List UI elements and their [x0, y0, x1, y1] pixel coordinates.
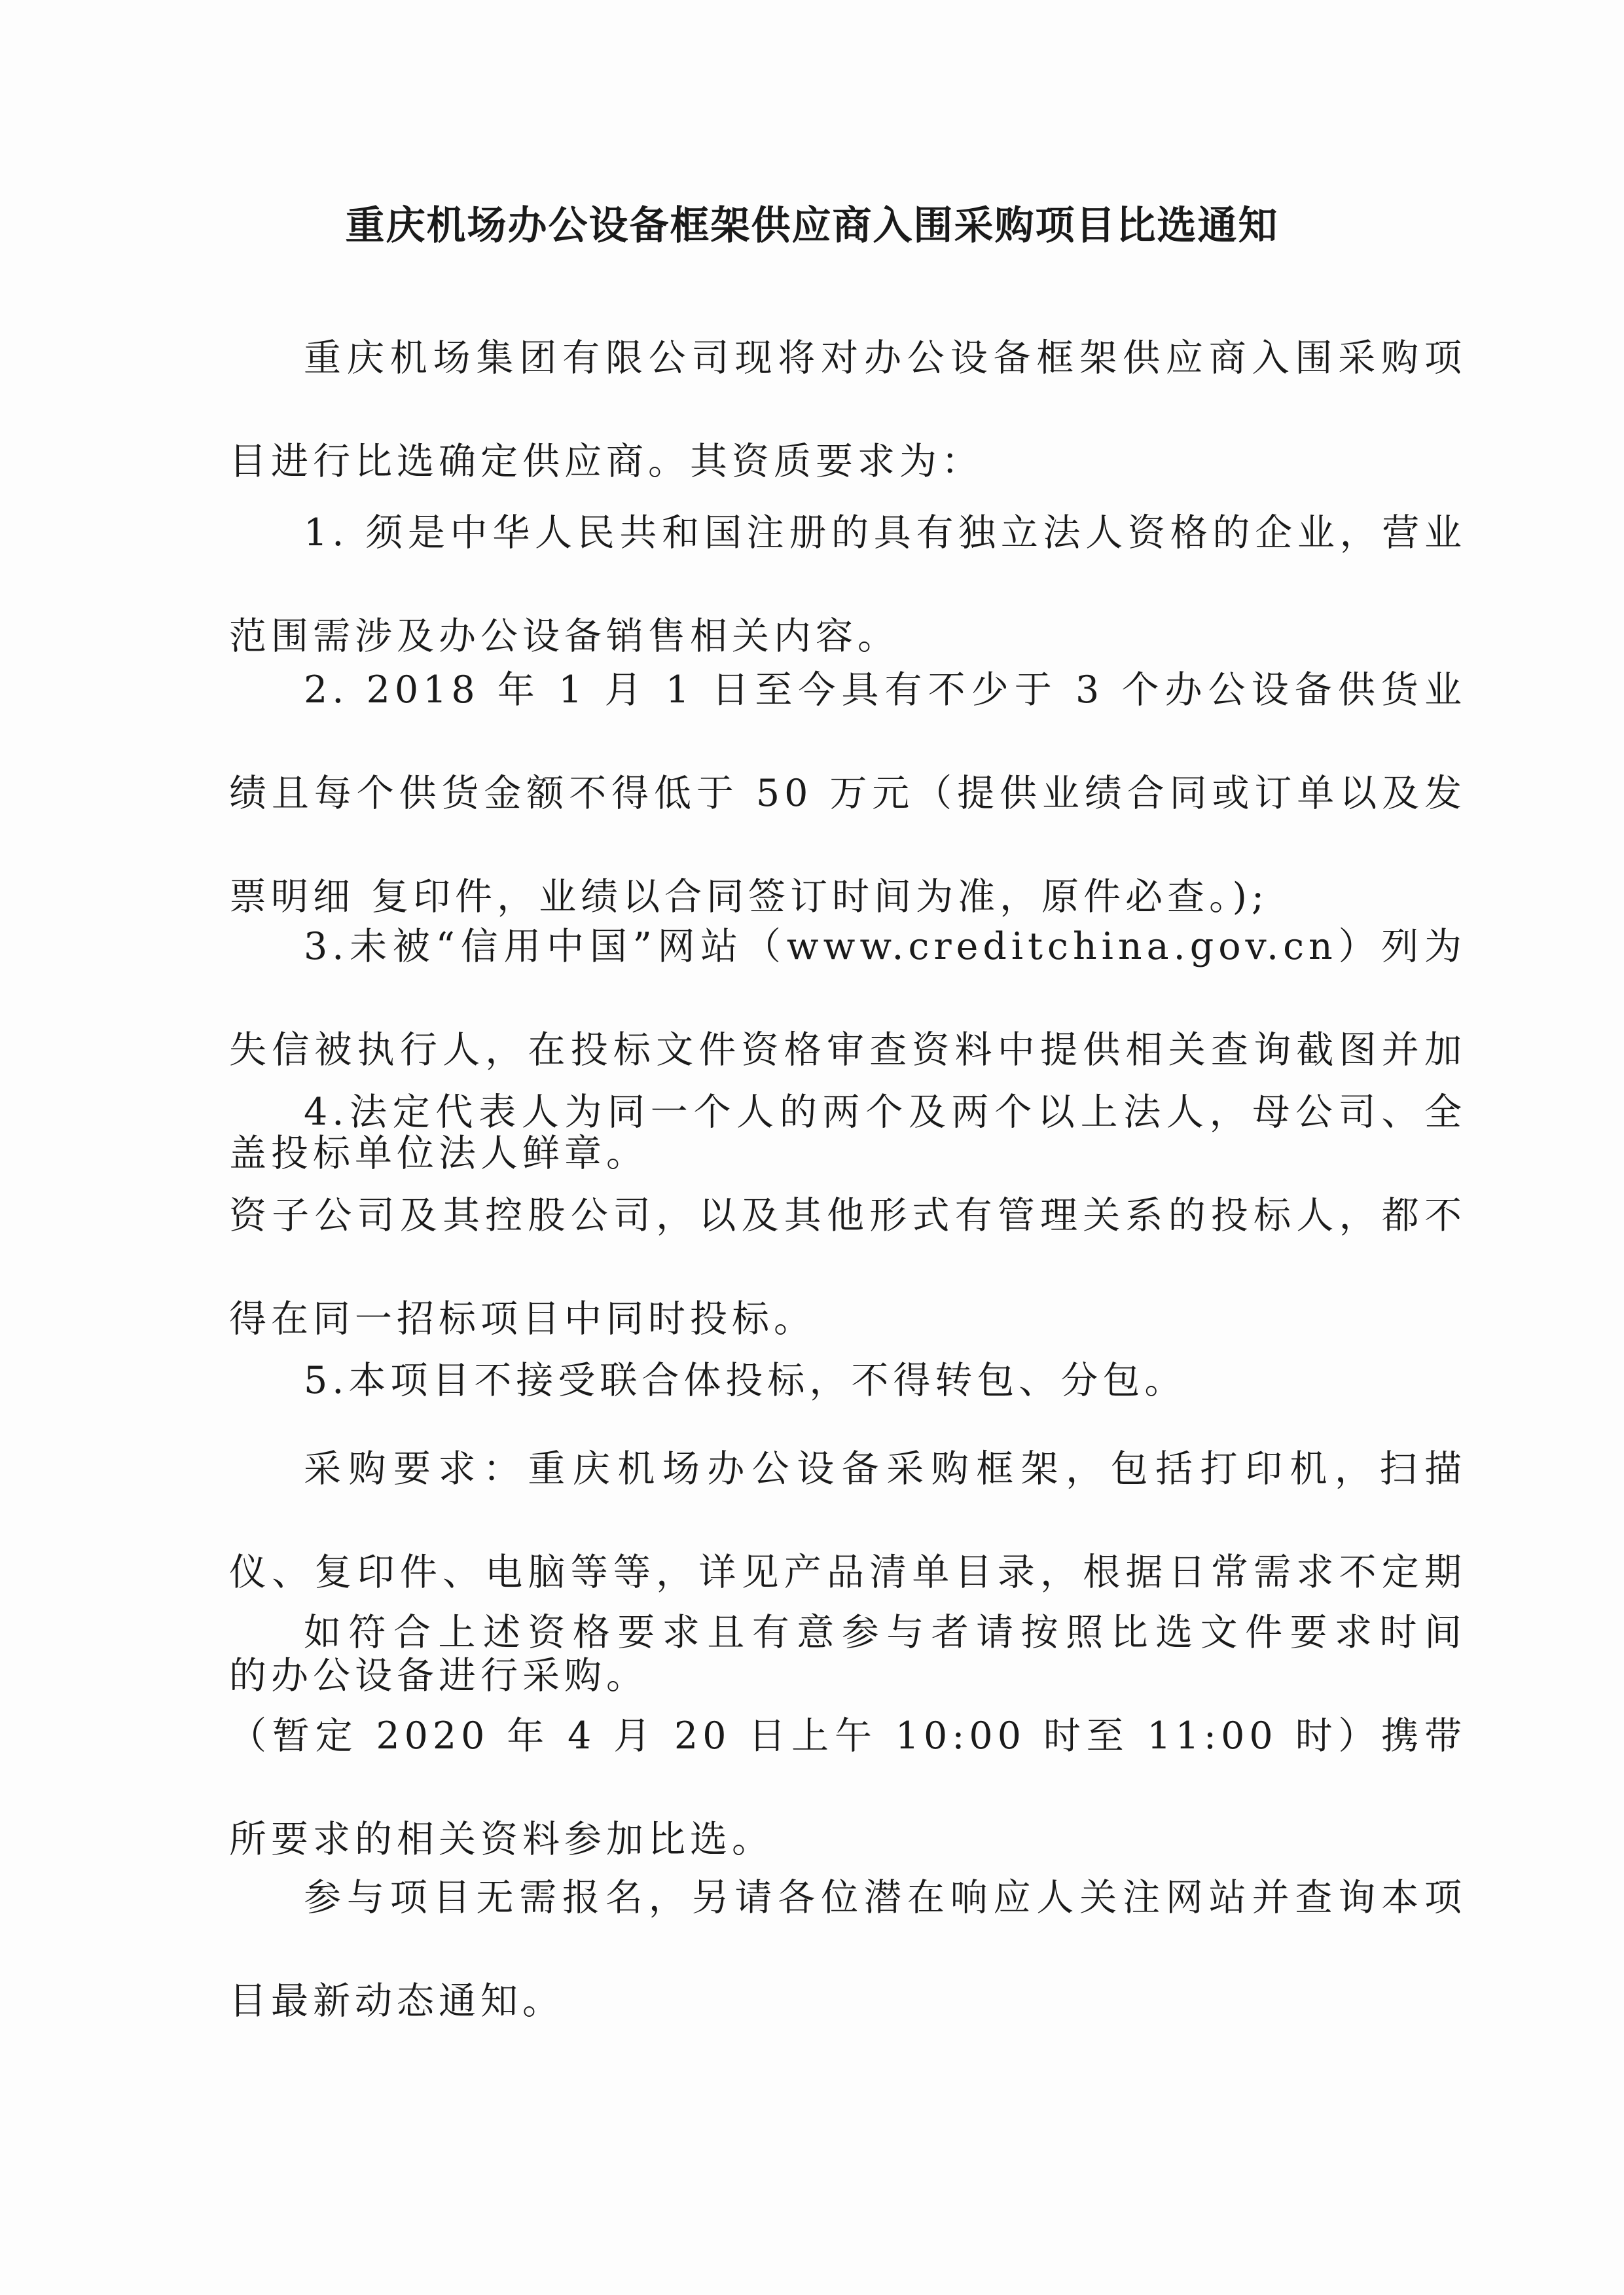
- intro-paragraph: 重庆机场集团有限公司现将对办公设备框架供应商入围采购项目进行比选确定供应商。其资质要求为：: [229, 336, 1466, 483]
- purchase-requirement-paragraph: 采购要求：重庆机场办公设备采购框架，包括打印机，扫描仪、复印件、电脑等等，详见产品清单目录，根据日常需求不定期的办公设备进行采购。: [229, 1447, 1466, 1697]
- requirement-2: 2. 2018 年 1 月 1 日至今具有不少于 3 个办公设备供货业绩且每个供货金额不得低于 50 万元（提供业绩合同或订单以及发票明细 复印件，业绩以合同签订时间为准，原件必查。);: [229, 668, 1466, 918]
- participation-paragraph: 如符合上述资格要求且有意参与者请按照比选文件要求时间（暂定 2020 年 4 月 20 日上午 10:00 时至 11:00 时）携带所要求的相关资料参加比选。: [229, 1611, 1466, 1861]
- requirement-3: 3.未被“信用中国”网站（www.creditchina.gov.cn）列为失信被执行人，在投标文件资格审查资料中提供相关查询截图并加盖投标单位法人鲜章。: [229, 925, 1466, 1175]
- requirement-5: 5.本项目不接受联合体投标，不得转包、分包。: [304, 1359, 1187, 1402]
- requirement-4: 4.法定代表人为同一个人的两个及两个以上法人，母公司、全资子公司及其控股公司，以及其他形式有管理关系的投标人，都不得在同一招标项目中同时投标。: [229, 1091, 1466, 1341]
- requirement-1: 1. 须是中华人民共和国注册的具有独立法人资格的企业，营业范围需涉及办公设备销售相关内容。: [229, 511, 1466, 658]
- document-title: 重庆机场办公设备框架供应商入围采购项目比选通知: [345, 203, 1279, 249]
- notice-paragraph: 参与项目无需报名，另请各位潜在响应人关注网站并查询本项目最新动态通知。: [229, 1876, 1466, 2023]
